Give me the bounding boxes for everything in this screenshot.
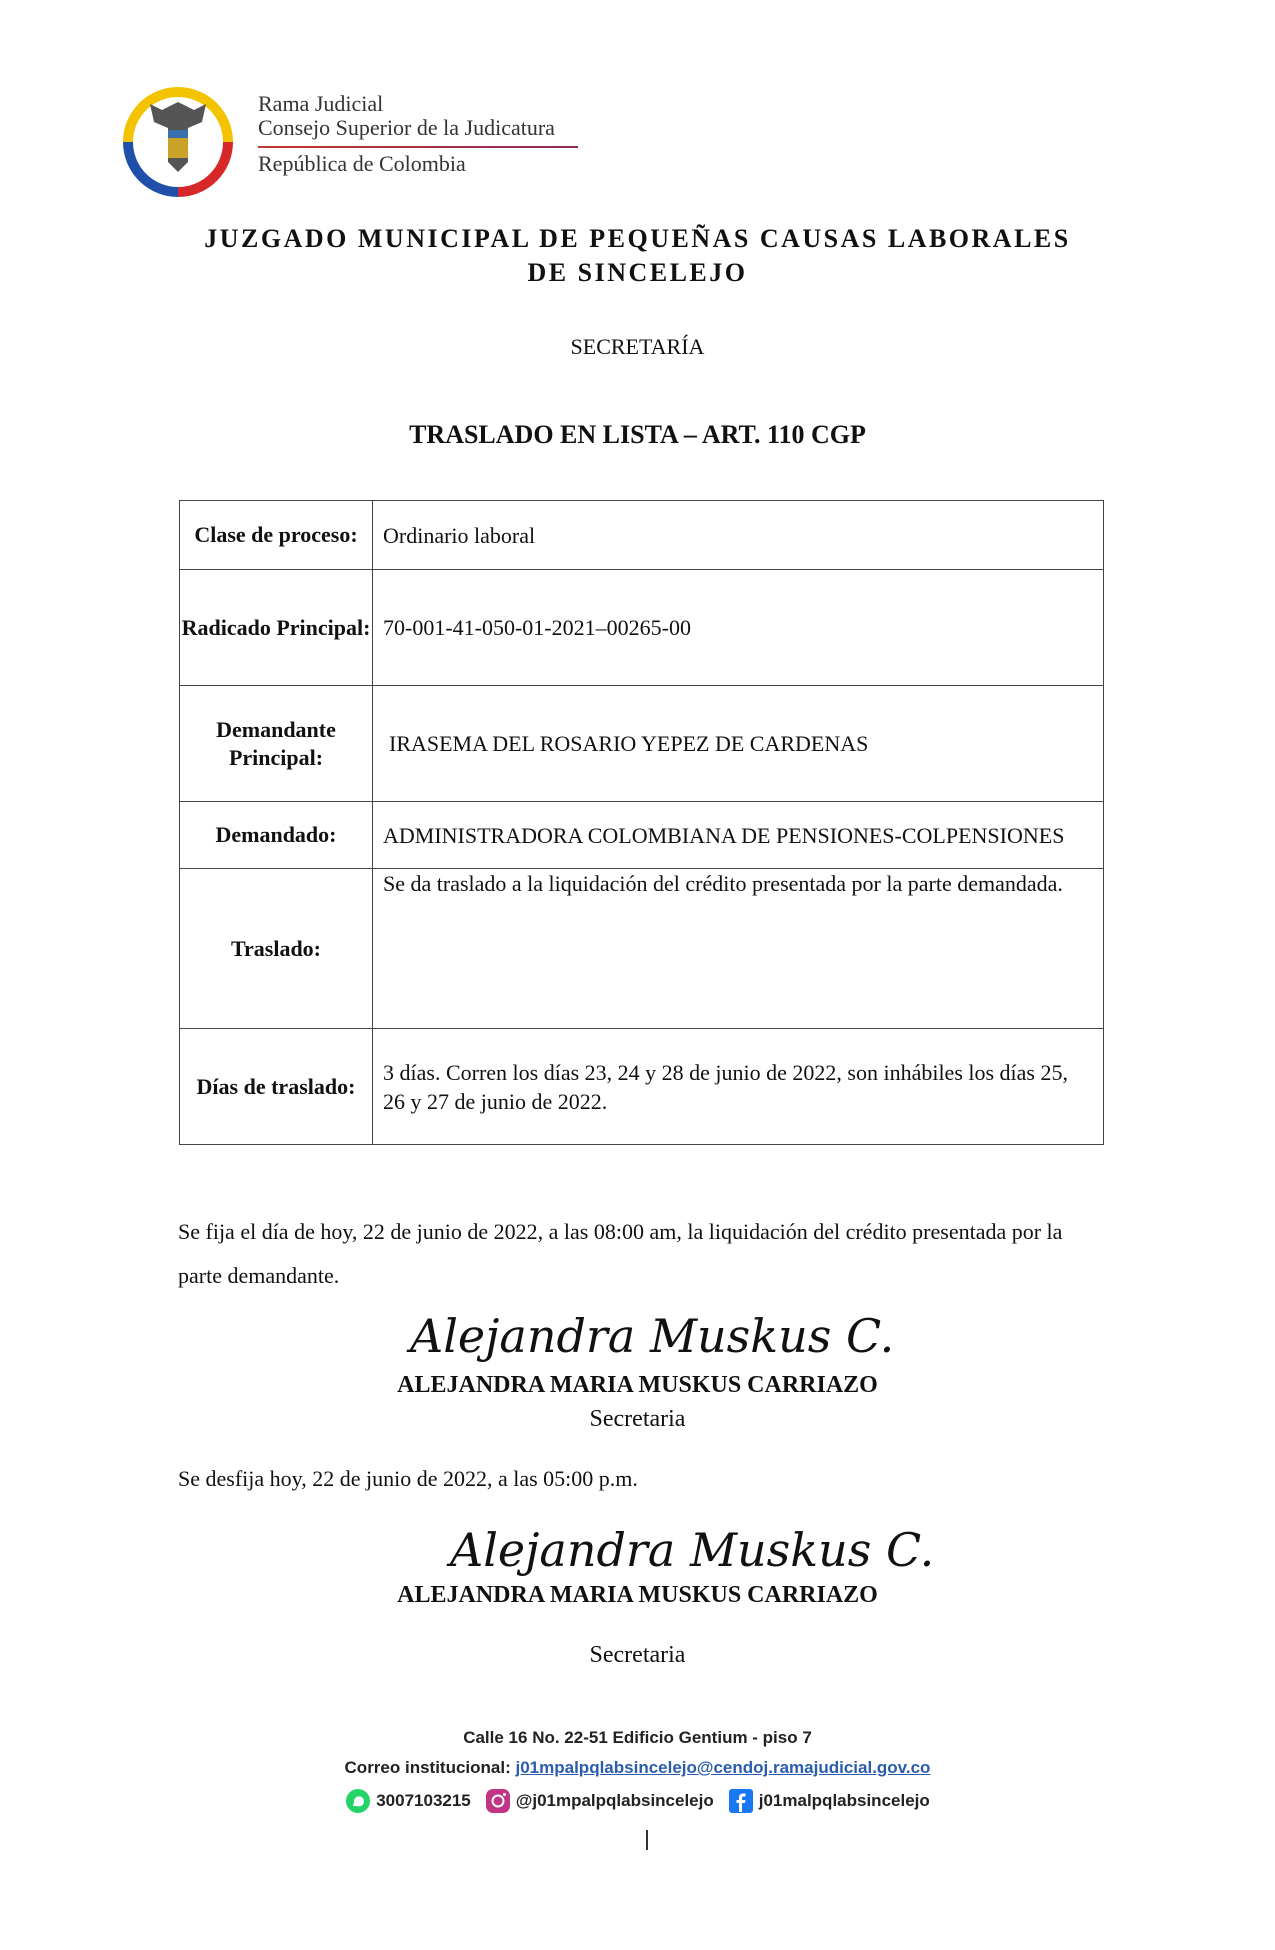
facebook-handle: j01malpqlabsincelejo: [758, 1791, 930, 1810]
email-label: Correo institucional:: [344, 1758, 511, 1777]
signer-name: ALEJANDRA MARIA MUSKUS CARRIAZO: [397, 1582, 878, 1608]
table-row: [180, 501, 1104, 570]
footer-social: [0, 1788, 1275, 1814]
section-heading: SECRETARÍA: [570, 334, 705, 359]
letterhead-rule: [258, 146, 578, 148]
signer-role: Secretaria: [589, 1406, 686, 1432]
row-value: 70-001-41-050-01-2021–00265-00: [373, 570, 1104, 686]
facebook-contact[interactable]: [728, 1788, 930, 1814]
row-label: Traslado:: [180, 869, 373, 1029]
row-label: Días de traslado:: [180, 1029, 373, 1145]
court-title-line-1: JUZGADO MUNICIPAL DE PEQUEÑAS CAUSAS LABORALES: [204, 224, 1071, 253]
row-value: IRASEMA DEL ROSARIO YEPEZ DE CARDENAS: [373, 686, 1104, 802]
page-footer: [0, 1728, 1275, 1814]
letterhead-text: [258, 92, 578, 176]
document-title: TRASLADO EN LISTA – ART. 110 CGP: [409, 420, 866, 449]
desfija-paragraph: Se desfija hoy, 22 de junio de 2022, a las 05:00 p.m.: [178, 1466, 638, 1491]
court-title: [150, 222, 1125, 290]
signature-image: [400, 1292, 895, 1372]
whatsapp-number: 3007103215: [376, 1791, 471, 1810]
facebook-icon: [728, 1788, 754, 1814]
row-value: 3 días. Corren los días 23, 24 y 28 de junio de 2022, son inhábiles los días 25, 26 y 27 de junio de 2022.: [373, 1029, 1104, 1145]
whatsapp-icon: [345, 1788, 371, 1814]
letterhead-line-1: Rama Judicial: [258, 91, 384, 116]
court-title-line-2: DE SINCELEJO: [527, 258, 748, 287]
table-row: [180, 1029, 1104, 1145]
row-value: ADMINISTRADORA COLOMBIANA DE PENSIONES-COLPENSIONES: [373, 802, 1104, 869]
letterhead-line-2: Consejo Superior de la Judicatura: [258, 115, 555, 140]
footer-email-line: [0, 1758, 1275, 1778]
table-row: [180, 570, 1104, 686]
table-row: [180, 802, 1104, 869]
row-label: Radicado Principal:: [180, 570, 373, 686]
case-info-table: [179, 500, 1104, 1145]
instagram-icon: [485, 1788, 511, 1814]
row-value: Se da traslado a la liquidación del crédito presentada por la parte demandada.: [373, 869, 1104, 1029]
signature-text: Alejandra Muskus C.: [450, 1523, 935, 1577]
letterhead-line-3: República de Colombia: [258, 151, 466, 176]
instagram-handle: @j01mpalpqlabsincelejo: [515, 1791, 714, 1810]
email-link[interactable]: j01mpalpqlabsincelejo@cendoj.ramajudicial.gov.co: [515, 1758, 931, 1777]
row-label: Demandante Principal:: [180, 686, 373, 802]
table-row: [180, 686, 1104, 802]
fija-paragraph: Se fija el día de hoy, 22 de junio de 2022, a las 08:00 am, la liquidación del crédito presentada por la parte demandante.: [178, 1219, 1063, 1288]
row-value: Ordinario laboral: [373, 501, 1104, 570]
table-row: [180, 869, 1104, 1029]
signer-role: Secretaria: [589, 1642, 686, 1668]
signature-text: Alejandra Muskus C.: [410, 1309, 895, 1363]
signer-name: ALEJANDRA MARIA MUSKUS CARRIAZO: [397, 1372, 878, 1398]
instagram-contact[interactable]: [485, 1788, 714, 1814]
signature-image: [440, 1506, 935, 1586]
colombia-coat-of-arms-icon: [108, 72, 248, 212]
whatsapp-contact[interactable]: [345, 1788, 471, 1814]
footer-address: Calle 16 No. 22-51 Edificio Gentium - piso 7: [463, 1728, 812, 1747]
row-label: Demandado:: [180, 802, 373, 869]
row-label: Clase de proceso:: [180, 501, 373, 570]
page-marker: [646, 1830, 648, 1850]
